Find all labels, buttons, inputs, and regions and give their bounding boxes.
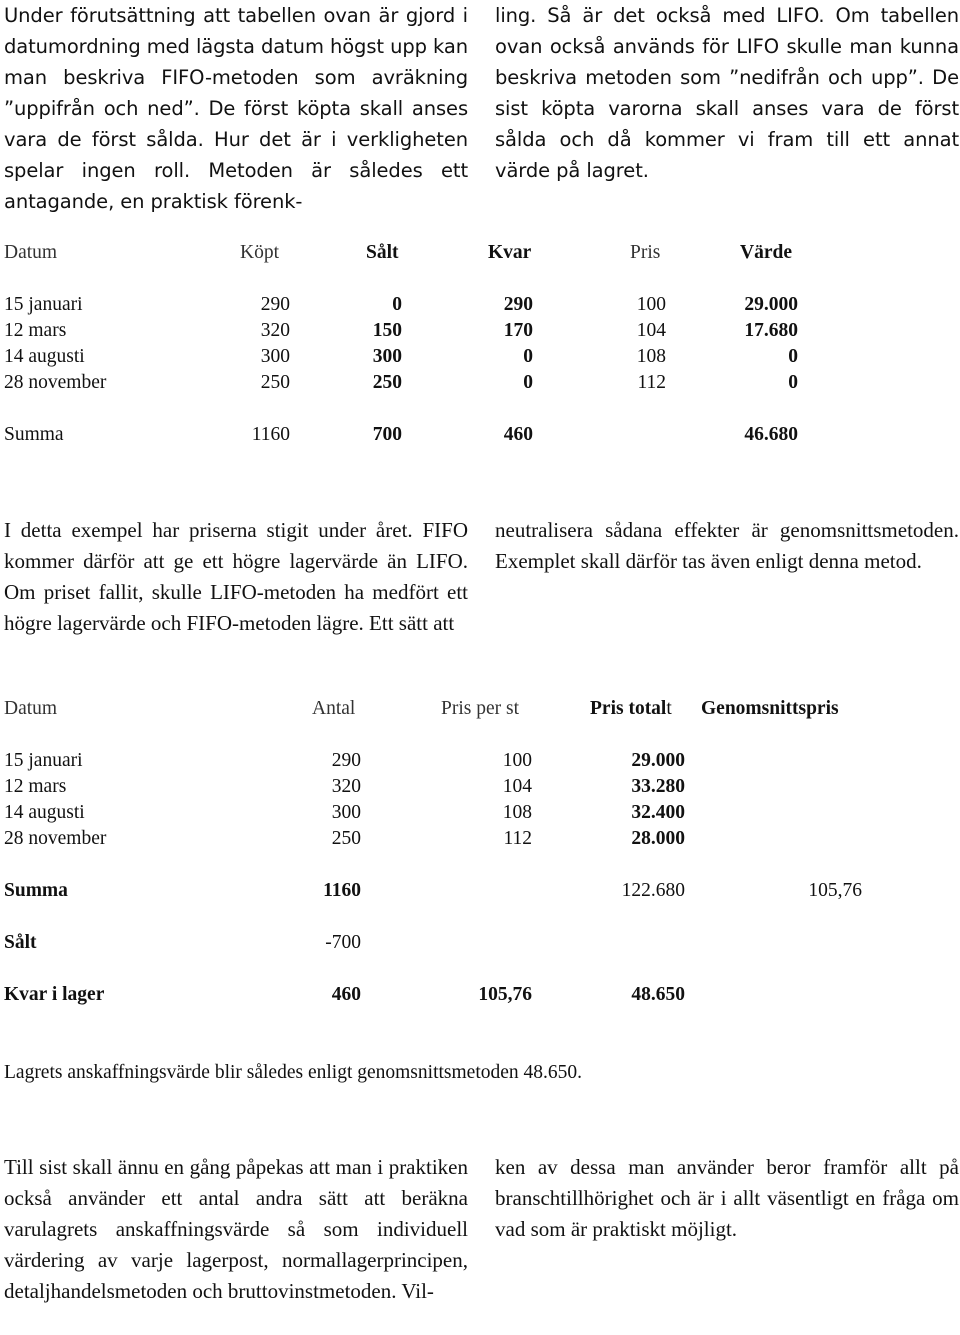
cell-datum: 28 november (4, 828, 107, 849)
summa-salt: 700 (372, 424, 402, 445)
cell-datum: 14 augusti (4, 346, 85, 367)
table-row (4, 748, 884, 774)
summa-kopt: 1160 (251, 424, 290, 445)
cell-varde: 29.000 (744, 294, 798, 315)
cell-datum: 28 november (4, 372, 107, 393)
cell-pris: 104 (636, 320, 666, 341)
cell-kvar: 0 (523, 372, 533, 393)
kvar-pris-per-st: 105,76 (478, 984, 532, 1005)
cell-varde: 0 (788, 346, 798, 367)
cell-datum: 12 mars (4, 320, 67, 341)
cell-pris-total: 29.000 (631, 750, 685, 771)
cell-pris-per-st: 100 (502, 750, 532, 771)
cell-varde: 17.680 (744, 320, 798, 341)
cell-kvar: 170 (503, 320, 533, 341)
cell-salt: 250 (372, 372, 402, 393)
lifo-header-pris: Pris (630, 242, 661, 263)
cell-antal: 250 (331, 828, 361, 849)
cell-kopt: 300 (260, 346, 290, 367)
intro-left-text: Under förutsättning att tabellen ovan är gjord i datumordning med lägsta datum högst upp kan man beskriva FIFO-metoden som avräkning ”uppifrån och ned”. De först köpta skall anses vara de först sålda. Hur det är i verkligheten spelar ingen roll. Metoden är således ett antagande, en praktisk förenk- (4, 4, 468, 213)
avg-header-pris-total-tail: t (666, 698, 672, 719)
intro-left-column (4, 0, 468, 217)
closing-left-text: Till sist skall ännu en gång påpekas att man i praktiken också använder ett antal andra sätt att beräkna varulagrets anskaffningsvärde så som individuell värdering av varje lagerpost, normallagerprincipen, detaljhandelsmetoden och bruttovinstmetoden. Vil- (4, 1155, 468, 1303)
kvar-antal: 460 (331, 984, 361, 1005)
table-row (4, 344, 804, 370)
middle-left-column (4, 515, 468, 639)
avg-header-pris-total (590, 696, 672, 722)
avg-header-antal: Antal (312, 698, 356, 719)
avg-header-pris-per-st: Pris per st (441, 698, 519, 719)
closing-left-column (4, 1152, 468, 1307)
closing-right-column (495, 1152, 959, 1245)
cell-pris: 108 (636, 346, 666, 367)
kvar-pris-total: 48.650 (631, 984, 685, 1005)
salt-antal: -700 (325, 932, 361, 953)
cell-antal: 300 (331, 802, 361, 823)
average-method-table (4, 696, 884, 1016)
cell-pris-per-st: 108 (502, 802, 532, 823)
avg-summa-row (4, 878, 884, 904)
middle-right-text: neutralisera sådana effekter är genomsnittsmetoden. Exemplet skall därför tas även enligt denna metod. (495, 518, 959, 573)
closing-right-text: ken av dessa man använder beror framför allt på branschtillhörighet och är i allt väsentligt en fråga om vad som är praktiskt möjligt. (495, 1155, 959, 1241)
middle-right-column (495, 515, 959, 577)
avg-header-genomsnittspris: Genomsnittspris (701, 698, 839, 719)
cell-pris-total: 32.400 (631, 802, 685, 823)
cell-pris-per-st: 112 (503, 828, 532, 849)
lifo-header-varde: Värde (740, 242, 792, 263)
middle-left-text: I detta exempel har priserna stigit under året. FIFO kommer därför att ge ett högre lagervärde än LIFO. Om priset fallit, skulle LIFO-metoden ha medfört ett högre lagervärde och FIFO-metoden lägre. Ett sätt att (4, 518, 468, 635)
cell-salt: 150 (372, 320, 402, 341)
cell-datum: 14 augusti (4, 802, 85, 823)
table-row (4, 826, 884, 852)
table-row (4, 318, 804, 344)
summa-label: Summa (4, 424, 64, 445)
cell-pris: 112 (637, 372, 666, 393)
summa-genomsnittspris: 105,76 (808, 880, 862, 901)
cell-varde: 0 (788, 372, 798, 393)
lifo-header-datum: Datum (4, 242, 58, 263)
cell-datum: 12 mars (4, 776, 67, 797)
cell-kvar: 0 (523, 346, 533, 367)
summa-kvar: 460 (503, 424, 533, 445)
cell-salt: 0 (392, 294, 402, 315)
lifo-header-kopt: Köpt (240, 242, 279, 263)
cell-antal: 290 (331, 750, 361, 771)
lifo-table (4, 240, 804, 455)
cell-pris: 100 (636, 294, 666, 315)
cell-kopt: 290 (260, 294, 290, 315)
salt-label: Sålt (4, 932, 37, 953)
cell-pris-per-st: 104 (502, 776, 532, 797)
table-row (4, 774, 884, 800)
cell-salt: 300 (372, 346, 402, 367)
intro-right-column (495, 0, 959, 186)
cell-pris-total: 28.000 (631, 828, 685, 849)
summary-note: Lagrets anskaffningsvärde blir således enligt genomsnittsmetoden 48.650. (4, 1062, 583, 1083)
cell-datum: 15 januari (4, 750, 83, 771)
avg-header-row (4, 696, 884, 722)
summa-pris-total: 122.680 (621, 880, 685, 901)
lifo-header-row (4, 240, 804, 266)
cell-kopt: 250 (260, 372, 290, 393)
table-row (4, 800, 884, 826)
table-row (4, 292, 804, 318)
summa-label: Summa (4, 880, 68, 901)
avg-header-pris-total-main: Pris total (590, 698, 667, 719)
summa-antal: 1160 (323, 880, 361, 901)
avg-salt-row (4, 930, 884, 956)
lifo-header-salt: Sålt (366, 242, 399, 263)
table-row (4, 370, 804, 396)
cell-kopt: 320 (260, 320, 290, 341)
cell-kvar: 290 (503, 294, 533, 315)
intro-right-text: ling. Så är det också med LIFO. Om tabellen ovan också används för LIFO skulle man kunna beskriva metoden som ”nedifrån och upp”. De sist köpta varorna skall anses vara de först sålda och då kommer vi fram till ett annat värde på lagret. (495, 4, 959, 182)
lifo-header-kvar: Kvar (488, 242, 532, 263)
avg-kvar-row (4, 982, 884, 1008)
summa-varde: 46.680 (744, 424, 798, 445)
cell-pris-total: 33.280 (631, 776, 685, 797)
lifo-summa-row (4, 422, 804, 448)
cell-datum: 15 januari (4, 294, 83, 315)
cell-antal: 320 (331, 776, 361, 797)
kvar-label: Kvar i lager (4, 984, 105, 1005)
avg-header-datum: Datum (4, 698, 58, 719)
